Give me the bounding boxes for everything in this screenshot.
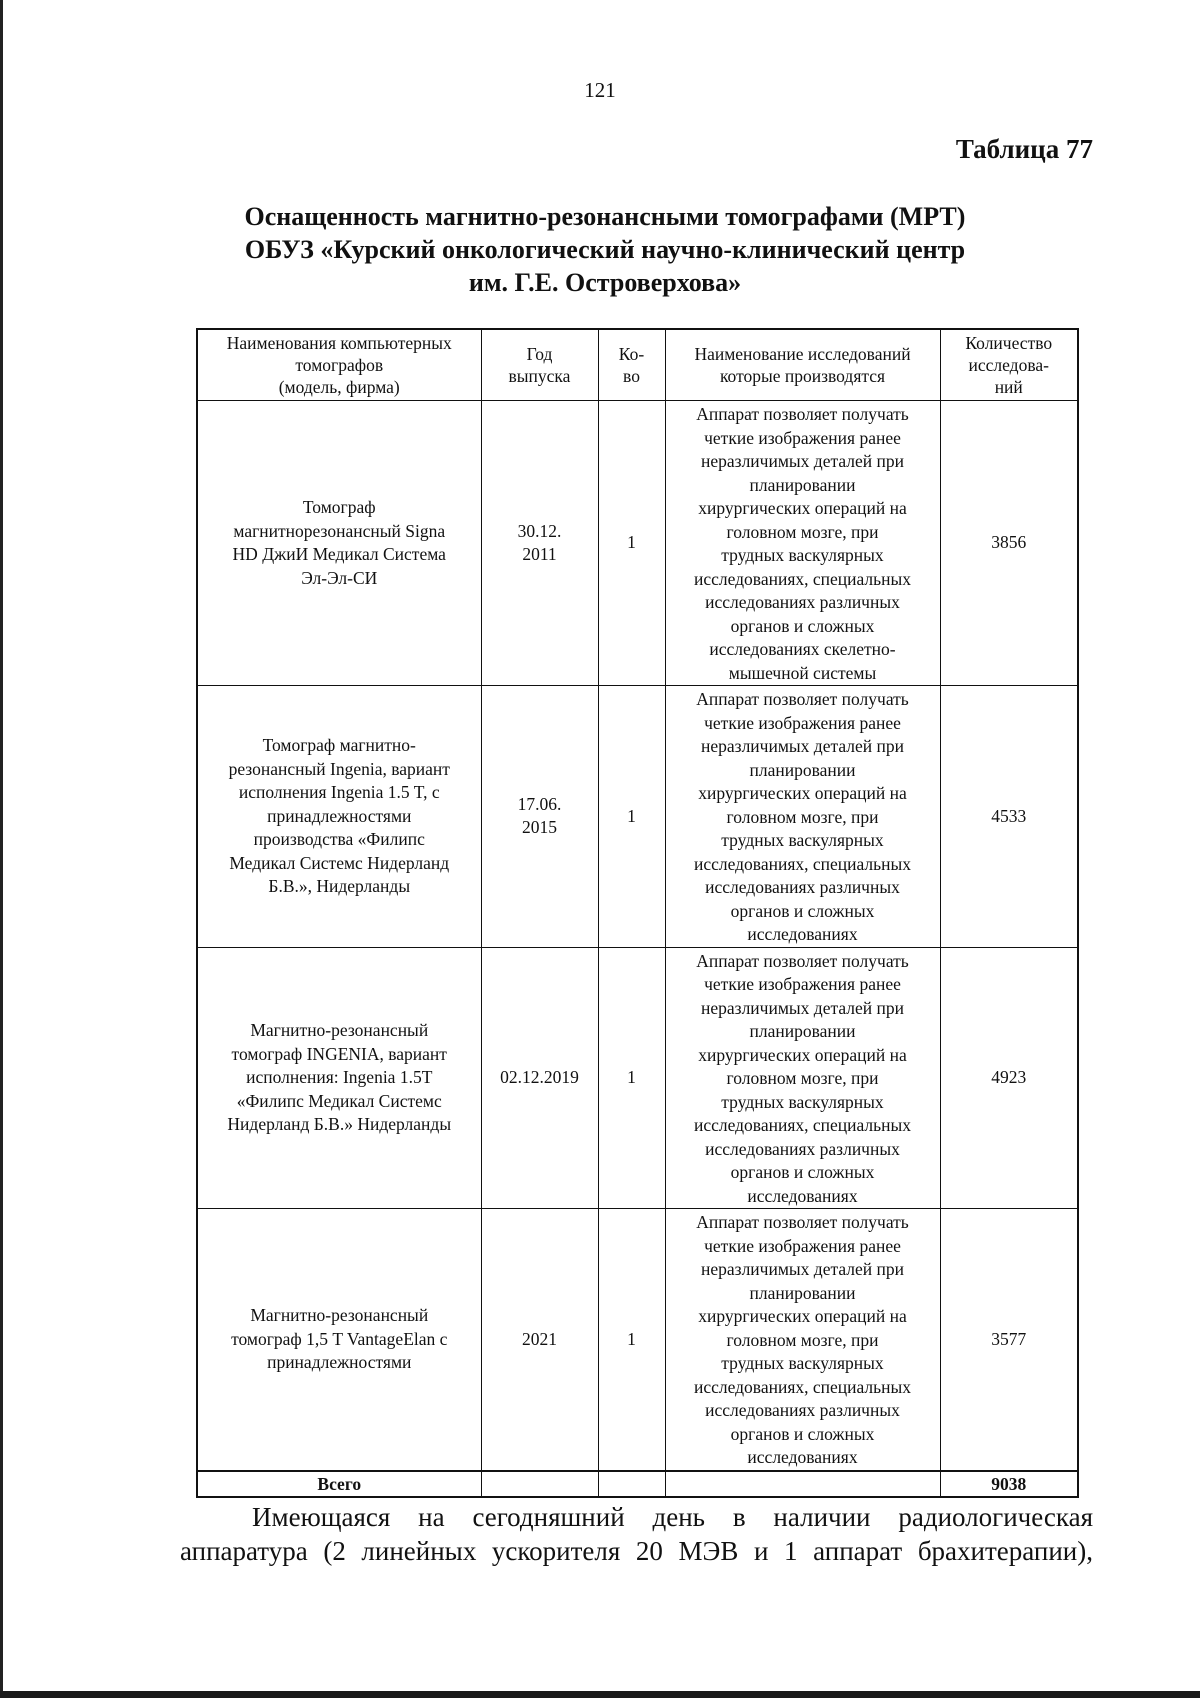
cell-text-line: трудных васкулярных — [721, 545, 884, 565]
cell-text-line: исследованиях различных — [705, 1138, 900, 1159]
mri-equipment-table — [196, 328, 1079, 1498]
cell-text-line: Магнитно-резонансный — [250, 1020, 429, 1040]
cell-model — [197, 947, 481, 1209]
cell-text-line: «Филипс Медикал Системс — [236, 1090, 442, 1111]
cell-text-line: исследованиях различных — [705, 592, 900, 612]
cell-text-line: (модель, фирма) — [278, 377, 400, 397]
cell-text-line: Магнитно-резонансный — [250, 1305, 429, 1325]
total-empty-count — [598, 1471, 665, 1497]
table-label: Таблица 77 — [955, 134, 1093, 164]
cell-text-line: планировании — [749, 1282, 856, 1303]
cell-text-line: которые производятся — [719, 366, 886, 386]
cell-text-line: Аппарат позволяет получать — [696, 404, 909, 424]
cell-text-line: исследова- — [968, 355, 1049, 375]
cell-text-line: исследованиях — [747, 1185, 858, 1206]
cell-text-line: магнитнорезонансный Signa — [233, 520, 446, 541]
cell-text-line: исполнения: Ingenia 1.5T — [246, 1067, 433, 1087]
cell-text-line: трудных васкулярных — [721, 1353, 884, 1373]
scan-border-left — [0, 0, 3, 1698]
table-row — [197, 1209, 1078, 1471]
cell-text-line: хирургических операций на — [698, 498, 907, 518]
cell-text-line: головном мозге, при — [726, 1068, 879, 1088]
table-total-row — [197, 1471, 1078, 1497]
header-studies — [665, 329, 940, 401]
cell-text-line: исполнения Ingenia 1.5 T, с — [238, 782, 440, 802]
title-line-3: им. Г.Е. Островерхова» — [468, 268, 742, 297]
cell-text-line: исследованиях, специальных — [693, 853, 912, 874]
cell-text-line: 2021 — [522, 1328, 557, 1349]
cell-text-line: Наименования компьютерных — [226, 333, 452, 353]
cell-text-line: HD ДжиИ Медикал Система — [232, 544, 446, 564]
cell-text-line: органов и сложных — [730, 1423, 875, 1444]
table-row — [197, 947, 1078, 1209]
cell-text-line: 17.06. — [517, 793, 562, 814]
cell-quantity: 4923 — [940, 947, 1078, 1209]
cell-text-line: ний — [994, 377, 1023, 397]
cell-year — [481, 1209, 598, 1471]
cell-text-line: томограф INGENIA, вариант — [231, 1043, 447, 1064]
cell-text-line: исследованиях, специальных — [693, 568, 912, 589]
cell-text-line: томограф 1,5 T VantageElan с — [231, 1328, 448, 1349]
cell-text-line: головном мозге, при — [726, 521, 879, 542]
cell-text-line: органов и сложных — [730, 900, 875, 921]
cell-studies — [665, 1209, 940, 1471]
cell-quantity: 3856 — [940, 401, 1078, 686]
cell-text-line: исследованиях скелетно- — [709, 639, 896, 659]
body-text-line-1: Имеющаяся на сегодняшний день в наличии радиологическая — [252, 1502, 1093, 1532]
cell-text-line: исследованиях различных — [705, 1400, 900, 1420]
cell-count: 1 — [598, 1209, 665, 1471]
cell-text-line: неразличимых деталей при — [701, 736, 904, 756]
cell-text-line: планировании — [749, 474, 856, 495]
cell-text-line: трудных васкулярных — [721, 1091, 884, 1112]
table-header-row — [197, 329, 1078, 401]
total-empty-year — [481, 1471, 598, 1497]
cell-text-line: органов и сложных — [730, 615, 875, 636]
title-line-2: ОБУЗ «Курский онкологический научно-клинический центр — [244, 235, 966, 264]
cell-text-line: Томограф магнитно- — [262, 735, 416, 755]
cell-text-line: исследованиях различных — [705, 877, 900, 897]
cell-text-line: Аппарат позволяет получать — [696, 1212, 909, 1232]
cell-text-line: 30.12. — [517, 520, 562, 541]
total-quantity: 9038 — [940, 1471, 1078, 1497]
header-count — [598, 329, 665, 401]
cell-text-line: выпуска — [508, 366, 571, 386]
cell-text-line: Эл-Эл-СИ — [301, 567, 378, 588]
cell-text-line: исследованиях — [747, 1447, 858, 1467]
cell-count: 1 — [598, 686, 665, 948]
cell-text-line: хирургических операций на — [698, 1044, 907, 1065]
cell-model — [197, 1209, 481, 1471]
cell-text-line: Ко- — [618, 344, 645, 364]
cell-quantity: 3577 — [940, 1209, 1078, 1471]
cell-text-line: производства «Филипс — [253, 829, 425, 849]
header-model — [197, 329, 481, 401]
page-number: 121 — [584, 78, 616, 102]
cell-text-line: во — [623, 366, 640, 386]
cell-year — [481, 401, 598, 686]
cell-model — [197, 401, 481, 686]
cell-text-line: неразличимых деталей при — [701, 451, 904, 471]
cell-text-line: неразличимых деталей при — [701, 1259, 904, 1279]
cell-text-line: исследованиях — [747, 924, 858, 944]
cell-text-line: Год — [526, 344, 553, 364]
table-row — [197, 401, 1078, 686]
cell-text-line: органов и сложных — [730, 1162, 875, 1182]
cell-text-line: 2015 — [522, 817, 557, 838]
document-title — [180, 200, 1030, 299]
cell-text-line: мышечной системы — [728, 662, 877, 683]
cell-year — [481, 686, 598, 948]
cell-studies — [665, 686, 940, 948]
cell-studies — [665, 947, 940, 1209]
cell-count: 1 — [598, 401, 665, 686]
cell-text-line: четкие изображения ранее — [704, 712, 901, 733]
header-year — [481, 329, 598, 401]
cell-year — [481, 947, 598, 1209]
cell-text-line: хирургических операций на — [698, 1306, 907, 1326]
cell-text-line: четкие изображения ранее — [704, 1235, 901, 1256]
cell-text-line: исследованиях, специальных — [693, 1376, 912, 1397]
cell-text-line: резонансный Ingenia, вариант — [228, 758, 450, 779]
cell-text-line: Количество — [965, 333, 1053, 353]
cell-count: 1 — [598, 947, 665, 1209]
cell-studies — [665, 401, 940, 686]
cell-text-line: хирургических операций на — [698, 783, 907, 803]
cell-text-line: Аппарат позволяет получать — [696, 689, 909, 709]
total-label: Всего — [197, 1471, 481, 1497]
cell-quantity: 4533 — [940, 686, 1078, 948]
scan-border-bottom — [0, 1691, 1200, 1698]
cell-text-line: Аппарат позволяет получать — [696, 950, 909, 971]
cell-text-line: четкие изображения ранее — [704, 427, 901, 448]
cell-text-line: четкие изображения ранее — [704, 974, 901, 994]
cell-text-line: томографов — [295, 355, 384, 375]
cell-text-line: Томограф — [302, 497, 376, 517]
cell-text-line: 02.12.2019 — [500, 1067, 579, 1087]
cell-text-line: неразличимых деталей при — [701, 997, 904, 1018]
cell-text-line: головном мозге, при — [726, 1329, 879, 1350]
cell-text-line: принадлежностями — [267, 805, 412, 826]
body-text-line-2: аппаратура (2 линейных ускорителя 20 МЭВ и 1 аппарат брахитерапии), — [180, 1536, 1093, 1566]
cell-text-line: трудных васкулярных — [721, 830, 884, 850]
total-empty-studies — [665, 1471, 940, 1497]
cell-text-line: Нидерланд Б.В.» Нидерланды — [227, 1114, 452, 1134]
cell-text-line: исследованиях, специальных — [693, 1115, 912, 1135]
cell-text-line: Б.В.», Нидерланды — [268, 876, 411, 896]
table-row — [197, 686, 1078, 948]
cell-text-line: планировании — [749, 759, 856, 780]
cell-text-line: 2011 — [522, 544, 557, 564]
cell-text-line: планировании — [749, 1021, 856, 1041]
header-quantity — [940, 329, 1078, 401]
title-line-1: Оснащенность магнитно-резонансными томографами (МРТ) — [244, 202, 966, 231]
cell-text-line: Наименование исследований — [694, 344, 911, 364]
body-paragraph — [180, 1500, 1093, 1568]
cell-text-line: головном мозге, при — [726, 806, 879, 827]
cell-model — [197, 686, 481, 948]
cell-text-line: Медикал Системс Нидерланд — [229, 852, 450, 873]
cell-text-line: принадлежностями — [267, 1352, 412, 1372]
